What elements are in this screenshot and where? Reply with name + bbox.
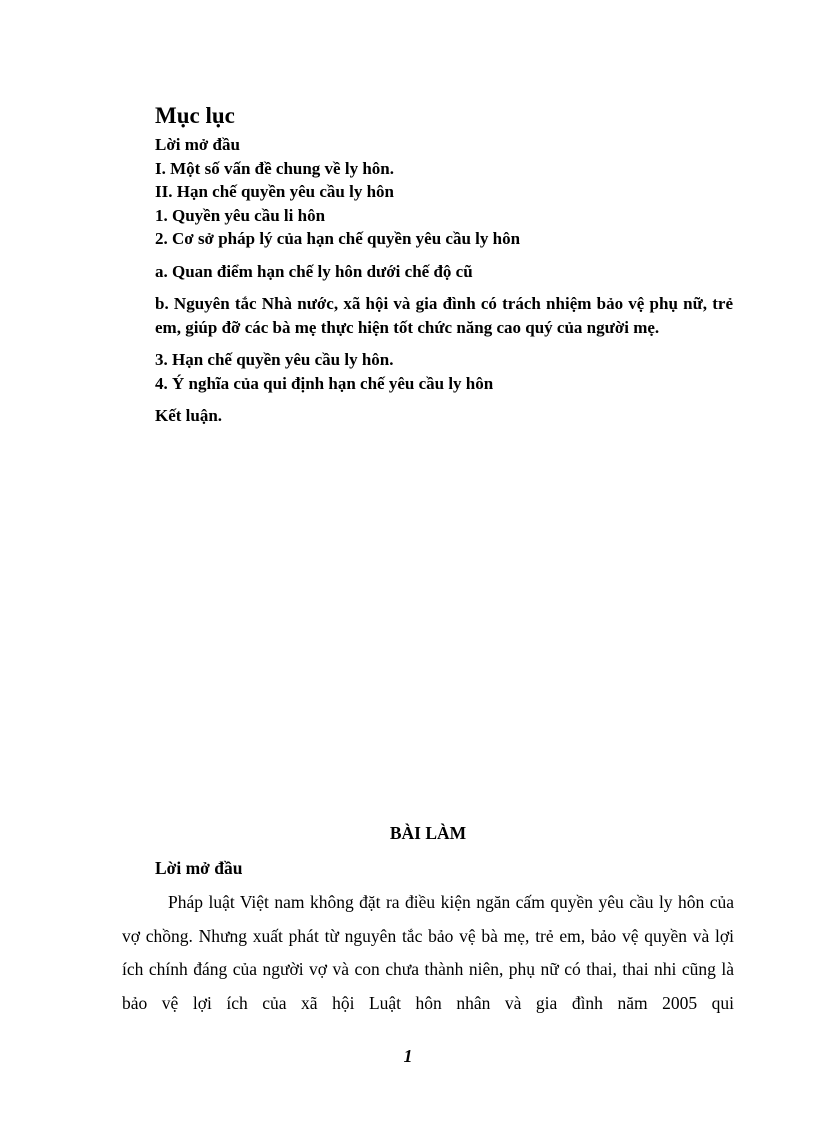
toc-item-section-2: II. Hạn chế quyền yêu cầu ly hôn bbox=[155, 182, 394, 201]
toc-item-2b: b. Nguyên tắc Nhà nước, xã hội và gia đình có trách nhiệm bảo vệ phụ nữ, trẻ em, giúp đỡ các bà mẹ thực hiện tốt chức năng cao quý của người mẹ. bbox=[155, 294, 733, 337]
page-number: 1 bbox=[403, 1046, 413, 1066]
section-heading: Lời mở đầu bbox=[155, 858, 243, 878]
toc-item-2a: a. Quan điểm hạn chế ly hôn dưới chế độ cũ bbox=[155, 261, 473, 281]
main-heading: BÀI LÀM bbox=[389, 823, 467, 843]
toc-item-3: 3. Hạn chế quyền yêu cầu ly hôn. bbox=[155, 350, 394, 369]
toc-item-conclusion: Kết luận. bbox=[155, 406, 223, 425]
toc-item-section-1: I. Một số vấn đề chung về ly hôn. bbox=[155, 158, 394, 178]
table-of-contents bbox=[155, 101, 733, 428]
body-paragraph: Pháp luật Việt nam không đặt ra điều kiện ngăn cấm quyền yêu cầu ly hôn của vợ chồng. Nhưng xuất phát từ nguyên tắc bảo vệ bà mẹ, trẻ em, bảo vệ quyền và lợi ích chính đáng của người vợ và con chưa thành niên, phụ nữ có thai, thai nhi cũng là bảo vệ lợi ích của xã hội Luật hôn nhân và gia đình năm 2005 qui bbox=[122, 892, 734, 1013]
toc-item-2: 2. Cơ sở pháp lý của hạn chế quyền yêu cầu ly hôn bbox=[155, 229, 521, 248]
toc-title: Mục lục bbox=[155, 103, 235, 128]
toc-item-intro: Lời mở đầu bbox=[155, 135, 240, 154]
toc-item-1: 1. Quyền yêu cầu li hôn bbox=[155, 205, 326, 225]
toc-item-4: 4. Ý nghĩa của qui định hạn chế yêu cầu ly hôn bbox=[155, 373, 494, 393]
